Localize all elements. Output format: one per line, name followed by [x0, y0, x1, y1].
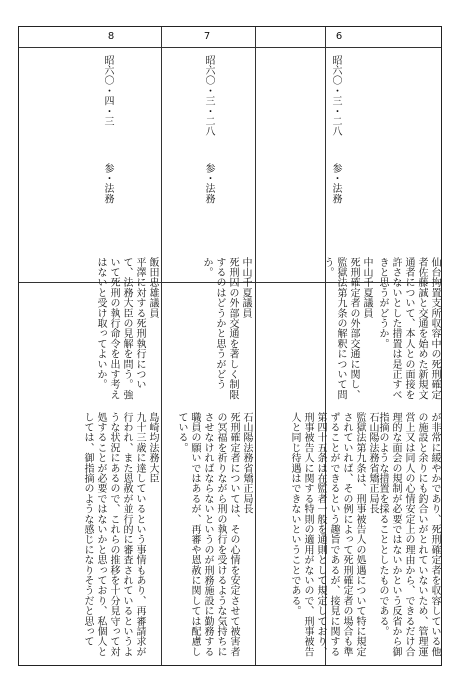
row-answer — [25, 412, 159, 662]
question-text: 死刑囚の外部交通を著しく制限するのはどうかと思うがどうか。 — [201, 257, 238, 400]
answer-text: 監獄法第九条は、刑事被告人の処遇について特に規定されていれば、その例によって死刑確定者の場合も準ずることができるという趣旨であるが、接見に関する第四十五条は在監者一般を通則として規定しており、刑事被告人に関する特則の適用がないので、刑事被告人と同じ待遇はできないということである。 — [289, 412, 365, 657]
row-question — [322, 257, 373, 402]
row-question — [95, 257, 159, 402]
row-question — [202, 257, 252, 402]
record-table — [18, 26, 442, 666]
row-number: 7 — [203, 31, 211, 42]
header-divider — [19, 47, 441, 48]
row-date: 昭六〇・四・三 — [102, 55, 113, 127]
answer-text: 九十三歳に達しているという事情もあり、再審請求が行われ、また恩赦が並行的に審査されているというような状況にあるので、これらの推移を十分見守って対処することが必要ではないかと思っており、私個人としては、御指摘のような感じになりそうだと思って — [82, 412, 145, 657]
questioner-name: 飯田忠雄議員 — [147, 257, 158, 319]
prev-question-tail: 仙台拘置支所収容中の死刑確定者佐藤誠と交通を始めた新規文通者について、本人との面接を許さないとした措置は是正すべきと思うがどうか。 — [377, 257, 440, 400]
row-date: 昭六〇・三・二八 — [330, 55, 341, 137]
answerer-name: 石山陽法務省矯正局長 — [241, 412, 252, 514]
column-divider — [255, 27, 256, 665]
answer-text: 死刑確定者については、その心情を安定させて被害者の冥福を祈りながら刑の執行を受けるような気持ちにさせなければならないというのが刑務施設に勤務する職員の願いではあるが、再審や恩赦に関しては配慮している。 — [176, 412, 239, 657]
column-divider — [161, 27, 162, 665]
row-answer — [167, 412, 253, 662]
prev-answer-tail: が非常に緩やかであり、死刑確定者を収容している他の施設と余りにも釣合いがとれていないため、管理運営上又は同人の心情安定上の理由から、できるだけ合理的な面会の規制が必要ではないかという反省から御指摘のような措置を採ることとしたものである。 — [377, 412, 440, 657]
question-text: 平澤に対する死刑執行について、法務大臣の見解を問う。強いて死刑の執行命令を出す考えはないと受け取ってよいか。 — [95, 257, 145, 400]
answerer-name: 石山陽法務省矯正局長 — [367, 412, 378, 514]
questioner-name: 中山千夏議員 — [240, 257, 251, 319]
question-text: 死刑確定者の外部交通に関し、監獄法第九条の解釈について問う。 — [322, 257, 359, 400]
row-number: 8 — [107, 31, 115, 42]
row-date: 昭六〇・三・二八 — [203, 55, 214, 137]
row-number: 6 — [335, 31, 343, 42]
row-answer — [259, 412, 379, 662]
row-committee: 参・法務 — [203, 163, 214, 204]
row-committee: 参・法務 — [330, 163, 341, 204]
answerer-name: 島崎均法務大臣 — [147, 412, 158, 484]
row-committee: 参・法務 — [102, 163, 113, 204]
questioner-name: 中山千夏議員 — [361, 257, 372, 319]
